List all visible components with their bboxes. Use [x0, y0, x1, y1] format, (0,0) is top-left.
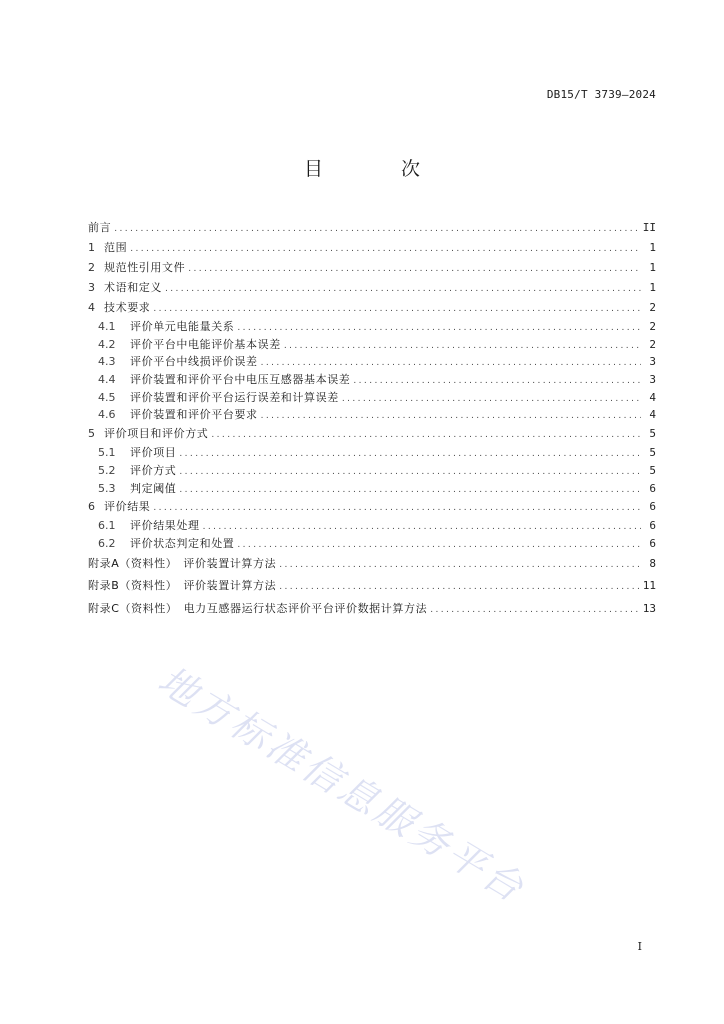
toc-entry[interactable] [88, 497, 656, 517]
toc-entry[interactable] [88, 298, 656, 318]
toc-dot-leader [353, 373, 641, 391]
toc-entry-number: 5.3 [98, 481, 116, 495]
toc-entry-title: 判定阈值 [130, 481, 177, 495]
toc-dot-leader [430, 599, 640, 622]
toc-entry-number: 2 [88, 261, 95, 274]
toc-entry[interactable] [88, 371, 656, 389]
toc-entry-page: 5 [649, 427, 656, 441]
toc-dot-leader [284, 338, 641, 356]
toc-entry-title: 评价单元电能量关系 [130, 320, 235, 333]
toc-entry-page: 2 [649, 320, 656, 333]
toc-entry-page: 3 [649, 355, 656, 369]
toc-dot-leader [237, 537, 641, 555]
toc-entry[interactable] [88, 444, 656, 462]
toc-dot-leader [153, 498, 641, 518]
toc-dot-leader [279, 576, 640, 599]
toc-entry-page: 11 [642, 579, 656, 593]
toc-dot-leader [203, 519, 641, 537]
toc-entry-number: 6.2 [98, 536, 116, 550]
toc-entry-page: 6 [649, 536, 656, 550]
page-title: 目 次 [303, 158, 457, 180]
toc-entry-page: 6 [649, 500, 656, 514]
toc-entry[interactable] [88, 553, 656, 576]
toc-entry-page: 13 [642, 601, 656, 615]
toc-entry-title: 评价装置和评价平台要求 [130, 408, 258, 422]
toc-entry-number: 4.5 [98, 390, 116, 404]
watermark: 地方标准信息服务平台 [150, 657, 534, 912]
toc-dot-leader [342, 391, 641, 409]
toc-entry[interactable] [88, 389, 656, 407]
toc-entry[interactable] [88, 517, 656, 535]
toc-dot-leader [179, 464, 641, 482]
toc-entry-page: 3 [649, 373, 656, 387]
toc-entry-page: II [642, 221, 656, 234]
toc-entry[interactable] [88, 238, 656, 258]
toc-entry-title: 术语和定义 [104, 281, 162, 294]
toc-entry-title: 前言 [88, 221, 112, 234]
toc-entry-number: 5 [88, 427, 95, 441]
toc-entry-page: 6 [649, 481, 656, 495]
toc-dot-leader [114, 219, 640, 239]
toc-dot-leader [179, 482, 641, 500]
toc-entry-number: 4 [88, 301, 95, 314]
toc-entry[interactable] [88, 535, 656, 553]
toc-entry-page: 1 [649, 241, 656, 254]
toc-entry-page: 4 [649, 408, 656, 422]
toc-entry-number: 6 [88, 500, 95, 514]
toc-dot-leader [153, 299, 641, 319]
toc-entry-page: 1 [649, 261, 656, 274]
toc-entry[interactable] [88, 258, 656, 278]
toc-entry-title: 评价项目 [130, 446, 177, 460]
toc-entry-page: 5 [649, 463, 656, 477]
toc-entry-number: 1 [88, 241, 95, 254]
toc-entry-number: 5.1 [98, 446, 116, 460]
table-of-contents [88, 218, 656, 620]
toc-entry-title: 评价项目和评价方式 [104, 427, 209, 441]
toc-entry-number: 4.6 [98, 408, 116, 422]
toc-entry-title: 评价装置和评价平台运行误差和计算误差 [130, 390, 339, 404]
toc-dot-leader [165, 279, 641, 299]
toc-entry-title: 评价结果处理 [130, 519, 200, 533]
toc-entry-title: 评价平台中线损评价误差 [130, 355, 258, 369]
toc-entry[interactable] [88, 218, 656, 238]
toc-entry-number: 4.2 [98, 337, 116, 351]
toc-entry-title: 范围 [104, 241, 128, 254]
toc-dot-leader [211, 425, 641, 445]
toc-entry[interactable] [88, 406, 656, 424]
toc-entry[interactable] [88, 278, 656, 298]
toc-dot-leader [237, 320, 641, 338]
toc-entry-title: 评价方式 [130, 463, 177, 477]
toc-entry[interactable] [88, 353, 656, 371]
toc-entry-title: 技术要求 [104, 301, 151, 314]
toc-entry[interactable] [88, 318, 656, 336]
toc-entry[interactable] [88, 598, 656, 621]
toc-entry-title: 附录B（资料性） 评价装置计算方法 [88, 579, 277, 593]
toc-entry[interactable] [88, 424, 656, 444]
toc-dot-leader [261, 408, 641, 426]
toc-entry-page: 5 [649, 446, 656, 460]
toc-entry-number: 4.1 [98, 320, 116, 333]
document-code: DB15/T 3739—2024 [546, 88, 656, 101]
toc-entry[interactable] [88, 480, 656, 498]
toc-entry-title: 附录A（资料性） 评价装置计算方法 [88, 556, 277, 570]
toc-entry-title: 评价结果 [104, 500, 151, 514]
toc-entry-number: 5.2 [98, 463, 116, 477]
toc-dot-leader [188, 259, 641, 279]
toc-entry[interactable] [88, 336, 656, 354]
toc-entry-number: 6.1 [98, 519, 116, 533]
toc-entry-page: 1 [649, 281, 656, 294]
toc-entry-title: 评价平台中电能评价基本误差 [130, 337, 281, 351]
toc-entry[interactable] [88, 462, 656, 480]
toc-entry-number: 4.3 [98, 355, 116, 369]
toc-entry[interactable] [88, 575, 656, 598]
toc-entry-title: 评价装置和评价平台中电压互感器基本误差 [130, 373, 351, 387]
toc-entry-page: 2 [649, 337, 656, 351]
toc-entry-page: 2 [649, 301, 656, 314]
toc-entry-page: 8 [649, 556, 656, 570]
toc-entry-number: 4.4 [98, 373, 116, 387]
toc-dot-leader [279, 554, 641, 577]
toc-dot-leader [179, 446, 641, 464]
toc-entry-title: 规范性引用文件 [104, 261, 186, 274]
toc-entry-title: 评价状态判定和处置 [130, 536, 235, 550]
toc-entry-page: 4 [649, 390, 656, 404]
toc-entry-page: 6 [649, 519, 656, 533]
toc-dot-leader [130, 239, 641, 259]
page-number: I [637, 940, 642, 953]
toc-entry-number: 3 [88, 281, 95, 294]
toc-entry-title: 附录C（资料性） 电力互感器运行状态评价平台评价数据计算方法 [88, 601, 428, 615]
